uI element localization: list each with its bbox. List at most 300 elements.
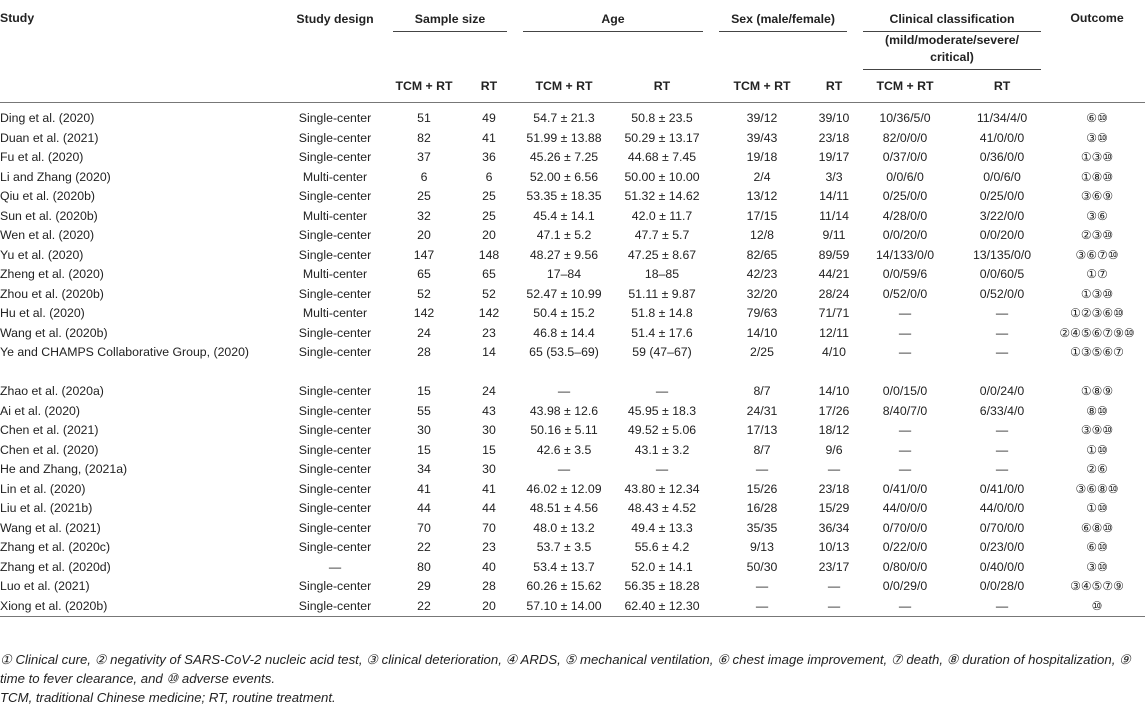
cell-sample-rt: 23 [482, 325, 496, 340]
cell-sex-rt: 14/10 [818, 384, 850, 398]
cell-sex-tcm: — [755, 598, 769, 613]
header-clinical-sub: (mild/moderate/severe/ critical) [863, 32, 1041, 70]
cell-study-design: Single-center [298, 423, 372, 437]
header-cls-tcm: TCM + RT [876, 79, 934, 93]
cell-outcome: ③⑩ [1086, 559, 1108, 574]
footnote-outcomes: ① Clinical cure, ② negativity of SARS-CoV-2 nucleic acid test, ③ clinical deterioration, ④ ARDS, ⑤ mechanical ventilation, ⑥ chest image improvement, ⑦ death, ⑧ duration of hospitalization, ⑨ time to fever clearance, and ⑩ adverse events. [0, 652, 1131, 686]
cell-sex-rt: 71/71 [818, 306, 850, 320]
cell-sex-rt: 17/26 [818, 403, 850, 418]
cell-cls-rt: 0/0/24/0 [979, 384, 1025, 398]
cell-cls-tcm: 14/133/0/0 [875, 247, 935, 262]
cell-age-rt: 47.7 ± 5.7 [634, 228, 690, 242]
cell-study: Lin et al. (2020) [0, 481, 86, 496]
cell-outcome: ⑥⑩ [1086, 111, 1108, 125]
cell-age-tcm: 50.16 ± 5.11 [530, 423, 598, 437]
cell-cls-rt: — [995, 598, 1009, 613]
cell-cls-tcm: 0/22/0/0 [882, 540, 928, 554]
cell-sample-tcm: 25 [417, 189, 431, 203]
cell-sample-rt: 41 [482, 481, 496, 496]
cell-study-design: Single-center [298, 540, 372, 554]
cell-sex-tcm: 17/15 [746, 208, 778, 223]
cell-cls-tcm: 8/40/7/0 [882, 403, 928, 418]
cell-cls-rt: 0/0/6/0 [983, 169, 1021, 184]
cell-age-tcm: — [557, 384, 571, 398]
cell-sample-tcm: 30 [417, 423, 431, 437]
cell-age-rt: — [655, 384, 669, 398]
header-sex-rt: RT [825, 79, 843, 93]
cell-sex-tcm: — [755, 579, 769, 593]
cell-study-design: Single-center [298, 130, 372, 145]
header-sample-size-label: Sample size [393, 11, 507, 32]
cell-cls-tcm: — [898, 598, 912, 613]
cell-sex-tcm: 79/63 [746, 306, 778, 320]
table-row [0, 519, 1145, 539]
cell-sample-tcm: 142 [413, 306, 435, 320]
cell-sex-rt: 19/17 [818, 150, 850, 164]
cell-study-design: Multi-center [302, 306, 368, 320]
cell-cls-tcm: 0/52/0/0 [882, 286, 928, 301]
cell-sample-rt: 142 [478, 306, 500, 320]
cell-outcome: ①⑦ [1086, 267, 1108, 281]
cell-cls-rt: 44/0/0/0 [979, 501, 1025, 515]
cell-outcome: ①⑧⑩ [1080, 169, 1114, 184]
cell-cls-rt: 0/70/0/0 [979, 520, 1025, 535]
cell-age-rt: 48.43 ± 4.52 [627, 501, 697, 515]
cell-study-design: Single-center [298, 598, 372, 613]
cell-age-rt: 42.0 ± 11.7 [631, 208, 693, 223]
cell-outcome: ⑧⑩ [1086, 403, 1108, 418]
header-sample-size [385, 0, 515, 70]
cell-cls-rt: — [995, 462, 1009, 476]
cell-study: Ding et al. (2020) [0, 111, 95, 125]
table-row [0, 246, 1145, 266]
cell-study-design: Single-center [298, 247, 372, 262]
cell-cls-rt: — [995, 306, 1009, 320]
cell-study: Wang et al. (2021) [0, 520, 101, 535]
table-row [0, 187, 1145, 207]
header-sex-tcm: TCM + RT [733, 79, 791, 93]
cell-sex-tcm: 39/12 [746, 111, 778, 125]
table-row [0, 597, 1145, 617]
cell-sex-tcm: 8/7 [753, 442, 771, 457]
cell-age-tcm: 48.0 ± 13.2 [533, 520, 595, 535]
cell-sample-tcm: 65 [417, 267, 431, 281]
cell-outcome: ①③⑩ [1080, 286, 1114, 301]
table-row [0, 148, 1145, 168]
cell-age-tcm: 57.10 ± 14.00 [526, 598, 602, 613]
cell-sex-rt: 23/18 [818, 130, 850, 145]
cell-study: Li and Zhang (2020) [0, 169, 111, 184]
cell-study: Wang et al. (2020b) [0, 325, 108, 340]
cell-study: Chen et al. (2021) [0, 423, 99, 437]
cell-outcome: ②④⑤⑥⑦⑨⑩ [1059, 325, 1135, 340]
cell-study-design: Single-center [298, 286, 372, 301]
cell-sex-tcm: 8/7 [753, 384, 771, 398]
cell-age-rt: 43.1 ± 3.2 [634, 442, 690, 457]
cell-outcome: ③⑥⑨ [1080, 189, 1114, 203]
cell-sex-rt: — [827, 598, 841, 613]
cell-age-rt: 49.4 ± 13.3 [631, 520, 693, 535]
cell-sample-rt: 28 [482, 579, 496, 593]
cell-sample-tcm: 37 [417, 150, 431, 164]
cell-sex-rt: 12/11 [819, 325, 849, 340]
table-row [0, 324, 1145, 344]
cell-age-rt: 55.6 ± 4.2 [634, 540, 690, 554]
cell-outcome: ③⑥⑦⑩ [1075, 247, 1119, 262]
cell-sex-tcm: 24/31 [746, 403, 778, 418]
table-row [0, 577, 1145, 597]
table-row [0, 226, 1145, 246]
cell-sample-tcm: 51 [417, 111, 431, 125]
cell-cls-tcm: — [898, 462, 912, 476]
cell-cls-tcm: 0/0/29/0 [882, 579, 928, 593]
cell-study: Zhang et al. (2020c) [0, 540, 111, 554]
cell-sample-rt: 20 [482, 228, 496, 242]
cell-outcome: ③⑥ [1086, 208, 1108, 223]
cell-age-tcm: 51.99 ± 13.88 [526, 130, 602, 145]
cell-study: Hu et al. (2020) [0, 306, 85, 320]
cell-sample-tcm: 70 [417, 520, 431, 535]
cell-sex-tcm: 9/13 [750, 540, 774, 554]
cell-age-tcm: 60.26 ± 15.62 [526, 579, 602, 593]
table-row [0, 382, 1145, 402]
cell-outcome: ①⑧⑨ [1080, 384, 1114, 398]
cell-outcome: ①⑩ [1086, 501, 1108, 515]
cell-sex-tcm: 39/43 [746, 130, 778, 145]
cell-age-rt: 62.40 ± 12.30 [624, 598, 700, 613]
cell-age-tcm: 52.47 ± 10.99 [526, 286, 602, 301]
table-row [0, 207, 1145, 227]
table-footnote [0, 650, 1140, 707]
cell-age-rt: 51.4 ± 17.6 [631, 325, 693, 340]
cell-age-tcm: 48.27 ± 9.56 [529, 247, 599, 262]
cell-sex-rt: — [827, 462, 841, 476]
cell-sample-tcm: 44 [417, 501, 431, 515]
cell-sample-rt: 36 [482, 150, 496, 164]
cell-sample-rt: 41 [482, 130, 496, 145]
cell-study-design: Single-center [298, 150, 372, 164]
cell-sex-tcm: 42/23 [746, 267, 778, 281]
cell-age-tcm: 53.4 ± 13.7 [533, 559, 595, 574]
cell-study-design: Single-center [298, 403, 372, 418]
cell-cls-rt: 0/0/60/5 [979, 267, 1025, 281]
cell-cls-tcm: 0/0/6/0 [886, 169, 924, 184]
cell-cls-rt: 3/22/0/0 [979, 208, 1025, 223]
cell-sex-rt: 28/24 [818, 286, 850, 301]
cell-sample-rt: 43 [482, 403, 496, 418]
cell-age-rt: 43.80 ± 12.34 [624, 481, 700, 496]
cell-sex-rt: 23/18 [818, 481, 850, 496]
header-age-rt: RT [653, 79, 671, 93]
cell-sample-rt: 30 [482, 423, 496, 437]
cell-study-design: Single-center [298, 384, 372, 398]
cell-age-rt: 45.95 ± 18.3 [627, 403, 697, 418]
cell-outcome: ⑥⑩ [1086, 540, 1108, 554]
header-age [515, 0, 711, 70]
cell-sample-rt: 20 [482, 598, 496, 613]
header-outcome: Outcome [1070, 11, 1124, 25]
footnote-abbreviations: TCM, traditional Chinese medicine; RT, routine treatment. [0, 690, 336, 705]
cell-cls-rt: 0/36/0/0 [979, 150, 1025, 164]
cell-study-design: Single-center [298, 442, 372, 457]
table-row [0, 558, 1145, 578]
cell-age-rt: 51.32 ± 14.62 [624, 189, 700, 203]
cell-sample-rt: 49 [482, 111, 496, 125]
cell-study-design: Single-center [298, 579, 372, 593]
cell-cls-tcm: 0/70/0/0 [882, 520, 928, 535]
cell-study: He and Zhang, (2021a) [0, 462, 128, 476]
cell-sample-tcm: 6 [420, 169, 428, 184]
cell-age-tcm: 17–84 [546, 267, 582, 281]
cell-outcome: ②③⑩ [1080, 228, 1114, 242]
header-sex-label: Sex (male/female) [719, 11, 847, 32]
cell-outcome: ③④⑤⑦⑨ [1070, 579, 1124, 593]
cell-cls-rt: — [995, 345, 1009, 359]
cell-age-rt: 52.0 ± 14.1 [631, 559, 693, 574]
cell-sample-rt: 44 [482, 501, 496, 515]
cell-outcome: ①⑩ [1086, 442, 1108, 457]
cell-cls-rt: — [995, 423, 1009, 437]
cell-cls-tcm: 82/0/0/0 [882, 130, 928, 145]
cell-study: Duan et al. (2021) [0, 130, 99, 145]
cell-outcome: ②⑥ [1086, 462, 1108, 476]
cell-study-design: Multi-center [302, 208, 368, 223]
table-row [0, 460, 1145, 480]
cell-sample-rt: 65 [482, 267, 496, 281]
table-row [0, 421, 1145, 441]
cell-sex-rt: 9/6 [825, 442, 843, 457]
cell-cls-tcm: 0/0/59/6 [882, 267, 928, 281]
cell-sex-tcm: 32/20 [746, 286, 778, 301]
cell-sample-tcm: 55 [417, 403, 431, 418]
cell-cls-rt: 0/52/0/0 [979, 286, 1025, 301]
header-empty-1 [0, 70, 285, 103]
cell-age-tcm: 54.7 ± 21.3 [533, 111, 595, 125]
cell-outcome: ①②③⑥⑩ [1070, 306, 1124, 320]
cell-sex-tcm: 82/65 [746, 247, 778, 262]
cell-cls-rt: — [995, 442, 1009, 457]
cell-sex-tcm: 15/26 [746, 481, 778, 496]
header-empty-3 [1049, 70, 1145, 103]
cell-cls-tcm: 0/0/20/0 [882, 228, 928, 242]
cell-sex-tcm: 12/8 [750, 228, 774, 242]
cell-sex-rt: 39/10 [818, 111, 850, 125]
table-row [0, 265, 1145, 285]
table-row [0, 402, 1145, 422]
cell-sample-tcm: 82 [417, 130, 431, 145]
cell-cls-rt: 0/40/0/0 [979, 559, 1025, 574]
cell-study-design: Single-center [298, 189, 372, 203]
cell-age-rt: 18–85 [644, 267, 680, 281]
cell-sex-rt: 14/11 [819, 189, 849, 203]
cell-sample-rt: 6 [485, 169, 493, 184]
cell-age-tcm: 46.8 ± 14.4 [533, 325, 595, 340]
cell-cls-rt: 0/0/20/0 [979, 228, 1025, 242]
cell-sex-tcm: 35/35 [746, 520, 778, 535]
cell-sample-tcm: 29 [417, 579, 431, 593]
cell-sex-rt: 89/59 [818, 247, 850, 262]
header-study-design: Study design [296, 12, 374, 26]
cell-study: Xiong et al. (2020b) [0, 598, 108, 613]
cell-sex-rt: 4/10 [822, 345, 846, 359]
cell-age-tcm: 45.26 ± 7.25 [529, 150, 599, 164]
cell-cls-tcm: — [898, 306, 912, 320]
header-row-sub [0, 70, 1145, 103]
cell-age-tcm: 50.4 ± 15.2 [533, 306, 595, 320]
cell-study-design: Single-center [298, 520, 372, 535]
cell-cls-tcm: — [898, 423, 912, 437]
cell-age-tcm: 65 (53.5–69) [529, 345, 599, 359]
cell-sex-tcm: 2/25 [750, 345, 774, 359]
cell-age-rt: 56.35 ± 18.28 [624, 579, 700, 593]
cell-outcome: ③⑨⑩ [1080, 423, 1114, 437]
cell-study: Qiu et al. (2020b) [0, 189, 96, 203]
cell-cls-tcm: — [898, 442, 912, 457]
cell-sample-rt: 25 [482, 208, 496, 223]
cell-study-design: Single-center [298, 462, 372, 476]
cell-sex-rt: 36/34 [818, 520, 850, 535]
header-empty-2 [285, 70, 385, 103]
table-row [0, 499, 1145, 519]
cell-age-tcm: 47.1 ± 5.2 [536, 228, 592, 242]
cell-age-rt: 59 (47–67) [632, 345, 692, 359]
table-row [0, 480, 1145, 500]
cell-age-rt: 51.11 ± 9.87 [628, 286, 696, 301]
cell-study: Luo et al. (2021) [0, 579, 90, 593]
table-row [0, 285, 1145, 305]
cell-age-rt: 44.68 ± 7.45 [627, 150, 697, 164]
cell-age-rt: 50.29 ± 13.17 [624, 130, 700, 145]
header-sample-tcm: TCM + RT [395, 79, 453, 93]
cell-age-tcm: 52.00 ± 6.56 [529, 169, 599, 184]
cell-sample-rt: 70 [482, 520, 496, 535]
cell-age-rt: 50.00 ± 10.00 [624, 169, 700, 184]
header-age-label: Age [523, 11, 703, 32]
cell-sex-rt: 44/21 [818, 267, 850, 281]
cell-cls-rt: 0/25/0/0 [979, 189, 1025, 203]
cell-sample-rt: 30 [482, 462, 496, 476]
cell-study: Yu et al. (2020) [0, 247, 84, 262]
cell-sample-tcm: 24 [417, 325, 431, 340]
cell-sex-rt: 18/12 [818, 423, 850, 437]
table-body [0, 103, 1145, 617]
cell-outcome: ③⑩ [1086, 130, 1108, 145]
cell-sample-rt: 14 [482, 345, 496, 359]
table-row [0, 304, 1145, 324]
cell-outcome: ⑥⑧⑩ [1080, 520, 1114, 535]
cell-sample-rt: 148 [478, 247, 500, 262]
cell-age-tcm: 48.51 ± 4.56 [529, 501, 599, 515]
cell-sample-tcm: 52 [417, 286, 431, 301]
cell-sample-rt: 23 [482, 540, 496, 554]
cell-sample-tcm: 22 [417, 540, 431, 554]
header-sex [711, 0, 855, 70]
cell-age-rt: 51.8 ± 14.8 [631, 306, 693, 320]
table-row [0, 103, 1145, 129]
cell-sample-tcm: 15 [417, 442, 431, 457]
table-row [0, 343, 1145, 382]
cell-sex-rt: 23/17 [818, 559, 850, 574]
table-row [0, 441, 1145, 461]
cell-age-rt: 50.8 ± 23.5 [631, 111, 693, 125]
cell-study-design: Single-center [298, 501, 372, 515]
header-row-main [0, 0, 1145, 70]
cell-cls-rt: 0/0/28/0 [979, 579, 1025, 593]
cell-cls-rt: 41/0/0/0 [979, 130, 1025, 145]
cell-study-design: Single-center [298, 228, 372, 242]
cell-cls-tcm: 0/37/0/0 [882, 150, 928, 164]
cell-age-tcm: 45.4 ± 14.1 [533, 208, 595, 223]
cell-sample-tcm: 34 [417, 462, 431, 476]
cell-cls-rt: 0/23/0/0 [979, 540, 1025, 554]
cell-age-tcm: — [557, 462, 571, 476]
cell-sex-rt: 3/3 [825, 169, 843, 184]
cell-outcome: ①③⑤⑥⑦ [1070, 345, 1124, 359]
cell-sex-tcm: 19/18 [746, 150, 778, 164]
cell-sex-rt: 15/29 [818, 501, 850, 515]
cell-study-design: Multi-center [302, 169, 368, 184]
cell-sample-tcm: 41 [417, 481, 431, 496]
table-row [0, 129, 1145, 149]
cell-cls-tcm: 10/36/5/0 [879, 111, 931, 125]
table-row [0, 538, 1145, 558]
cell-sample-tcm: 20 [417, 228, 431, 242]
cell-sex-tcm: 14/10 [746, 325, 778, 340]
cell-cls-tcm: 0/0/15/0 [882, 384, 928, 398]
cell-sex-tcm: 13/12 [746, 189, 778, 203]
cell-cls-tcm: — [898, 345, 912, 359]
header-age-tcm: TCM + RT [535, 79, 593, 93]
cell-study: Zhou et al. (2020b) [0, 286, 104, 301]
cell-study-design: Single-center [298, 345, 372, 359]
cell-study: Zhang et al. (2020d) [0, 559, 111, 574]
cell-cls-rt: 0/41/0/0 [979, 481, 1025, 496]
cell-cls-tcm: 0/41/0/0 [882, 481, 928, 496]
cell-cls-rt: — [995, 325, 1009, 340]
cell-sample-rt: 52 [482, 286, 496, 301]
cell-sample-tcm: 15 [417, 384, 431, 398]
cell-study: Ye and CHAMPS Collaborative Group, (2020) [0, 345, 250, 359]
cell-sex-rt: 10/13 [818, 540, 850, 554]
cell-sample-tcm: 28 [417, 345, 431, 359]
cell-study-design: Single-center [298, 111, 372, 125]
cell-study: Ai et al. (2020) [0, 403, 80, 418]
cell-sex-tcm: — [755, 462, 769, 476]
header-cls-rt: RT [993, 79, 1011, 93]
cell-cls-tcm: 0/80/0/0 [882, 559, 928, 574]
cell-outcome: ⑩ [1091, 598, 1103, 613]
cell-study-design: Single-center [298, 481, 372, 496]
cell-outcome: ③⑥⑧⑩ [1075, 481, 1119, 496]
cell-cls-rt: 13/135/0/0 [972, 247, 1032, 262]
cell-sex-tcm: 16/28 [746, 501, 778, 515]
header-clinical-label: Clinical classification [863, 11, 1041, 32]
cell-cls-tcm: — [898, 325, 912, 340]
cell-sample-rt: 40 [482, 559, 496, 574]
cell-study-design: Single-center [298, 325, 372, 340]
cell-study: Wen et al. (2020) [0, 228, 95, 242]
cell-study-design: Multi-center [302, 267, 368, 281]
cell-sex-rt: — [827, 579, 841, 593]
cell-age-tcm: 53.35 ± 18.35 [526, 189, 602, 203]
header-sample-rt: RT [480, 79, 498, 93]
cell-sample-tcm: 22 [417, 598, 431, 613]
cell-study: Zheng et al. (2020) [0, 267, 104, 281]
header-clinical-classification [855, 0, 1049, 70]
header-study: Study [0, 11, 35, 25]
cell-sex-tcm: 50/30 [746, 559, 778, 574]
cell-sample-rt: 24 [482, 384, 496, 398]
